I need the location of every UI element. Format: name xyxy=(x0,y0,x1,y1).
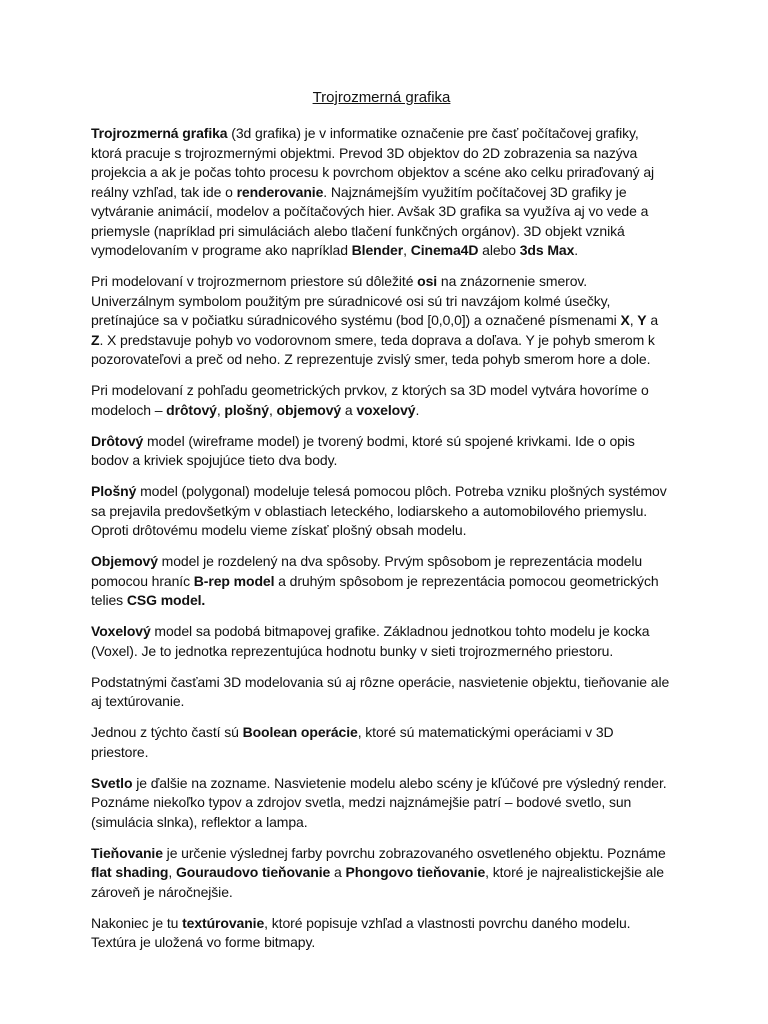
bold-term: Cinema4D xyxy=(410,242,479,258)
text-run: Nakoniec je tu xyxy=(91,914,183,931)
bold-term: renderovanie xyxy=(236,183,324,200)
text-run: , xyxy=(268,401,277,418)
bold-term: Gouraudovo tieňovanie xyxy=(175,864,331,880)
paragraph xyxy=(91,673,672,712)
text-run: Pri modelovaní z pohľadu geometrických prvkov, z ktorých sa 3D model vytvára hovoríme o modeloch – xyxy=(91,382,649,418)
text-run: alebo xyxy=(478,242,520,258)
bold-term: Plošný xyxy=(91,483,137,499)
bold-term: Trojrozmerná grafika xyxy=(91,125,228,141)
text-run: je určenie výslednej farby povrchu zobrazovaného osvetleného objektu. Poznáme xyxy=(162,844,666,861)
text-run: , ktoré sú matematickými operáciami v 3D priestore. xyxy=(91,724,614,760)
text-run: . Najznámejším využitím počítačovej 3D grafiky je vytváranie animácií, modelov a počítačových hier. Avšak 3D grafika sa využíva aj vo vede a priemysle (napríklad pri simuláciách alebo tlačení funkčných orgánov). 3D objekt vzniká vymodelovaním v programe ako napríklad xyxy=(91,183,649,258)
text-run: a xyxy=(330,864,346,880)
text-run: Jednou z týchto častí sú xyxy=(91,724,243,740)
text-run: model je rozdelený na dva spôsoby. Prvým spôsobom je reprezentácia modelu pomocou hraníc xyxy=(91,553,643,589)
text-run: , ktoré popisuje vzhľad a vlastnosti povrchu daného modelu. Textúra je uložená vo forme bitmapy. xyxy=(91,914,631,950)
bold-term: Voxelový xyxy=(91,623,151,639)
paragraph xyxy=(91,844,672,903)
bold-term: Phongovo tieňovanie xyxy=(345,864,486,880)
bold-term: Objemový xyxy=(91,553,158,569)
text-run: Podstatnými časťami 3D modelovania sú aj rôzne operácie, nasvietenie objektu, tieňovanie ale aj textúrovanie. xyxy=(91,673,670,709)
text-run: . xyxy=(574,242,579,258)
bold-term: Y xyxy=(637,312,647,328)
bold-term: 3ds Max xyxy=(519,242,575,258)
bold-term: plošný xyxy=(224,401,269,418)
text-run: je ďalšie na zozname. Nasvietenie modelu alebo scény je kľúčové pre výsledný render. Poznáme niekoľko typov a zdrojov svetla, medzi najznámejšie patrí – bodové svetlo, sun (simulácia slnka), reflektor a lampa. xyxy=(91,774,667,830)
text-run: a druhým spôsobom je reprezentácia pomocou geometrických telies xyxy=(91,572,659,608)
text-run: na znázornenie smerov. Univerzálnym symbolom použitým pre súradnicové osi sú tri navzájom kolmé úsečky, pretínajúce sa v počiatku súradnicového systému (bod [0,0,0]) a označené písmenami xyxy=(91,273,621,328)
bold-term: flat shading xyxy=(91,864,169,880)
bold-term: osi xyxy=(417,273,438,289)
text-run: model sa podobá bitmapovej grafike. Základnou jednotkou tohto modelu je kocka (Voxel). Je to jednotka reprezentujúca hodnotu bunky v sieti trojrozmerného priestoru. xyxy=(91,623,650,659)
paragraph xyxy=(91,552,672,611)
text-run: , xyxy=(168,864,176,880)
bold-term: CSG model. xyxy=(126,592,206,608)
text-run: a xyxy=(646,312,659,328)
text-run: Pri modelovaní v trojrozmernom priestore sú dôležité xyxy=(91,273,418,289)
text-run: model (polygonal) modeluje telesá pomocou plôch. Potreba vzniku plošných systémov sa prejavila predovšetkým v oblastiach leteckého, lodiarskeho a automobilového priemyslu. Oproti drôtovému modelu vieme získať plošný obsah modelu. xyxy=(91,483,667,538)
paragraph xyxy=(91,482,672,541)
paragraph xyxy=(91,381,672,420)
text-run: a xyxy=(341,401,357,418)
paragraph xyxy=(91,914,672,953)
text-run: . xyxy=(415,401,420,418)
text-run: model (wireframe model) je tvorený bodmi, ktoré sú spojené krivkami. Ide o opis bodov a kriviek spojujúce tieto dva body. xyxy=(91,432,635,468)
text-run: , xyxy=(629,312,638,328)
document-body xyxy=(91,124,672,953)
page-title: Trojrozmerná grafika xyxy=(312,89,451,106)
paragraph xyxy=(91,432,672,471)
paragraph xyxy=(91,622,672,661)
text-run: , xyxy=(216,401,225,418)
bold-term: Z xyxy=(91,331,100,348)
paragraph xyxy=(91,124,672,261)
bold-term: drôtový xyxy=(166,401,217,418)
text-run: (3d grafika) je v informatike označenie pre časť počítačovej grafiky, ktorá pracuje s trojrozmernými objektmi. Prevod 3D objektov do 2D zobrazenia sa nazýva projekcia a ak je počas tohto procesu k povrchom objektov a scéne ako celku priraďovaný aj reálny vzhľad, tak ide o xyxy=(91,125,655,200)
bold-term: B-rep model xyxy=(193,572,275,589)
bold-term: Drôtový xyxy=(91,432,144,449)
paragraph xyxy=(91,272,672,370)
text-run: , xyxy=(403,242,411,258)
paragraph xyxy=(91,723,672,762)
paragraph xyxy=(91,774,672,833)
bold-term: Tieňovanie xyxy=(91,844,163,861)
bold-term: Blender xyxy=(351,242,404,258)
bold-term: X xyxy=(620,312,630,328)
bold-term: voxelový xyxy=(356,401,416,418)
bold-term: objemový xyxy=(276,401,342,418)
text-run: , ktoré je najrealistickejšie ale zároveň je náročnejšie. xyxy=(91,864,664,900)
text-run: . X predstavuje pohyb vo vodorovnom smere, teda doprava a doľava. Y je pohyb smerom k pozorovateľovi a preč od neho. Z reprezentuje zvislý smer, teda pohyb smerom hore a dole. xyxy=(91,331,655,367)
bold-term: Svetlo xyxy=(91,774,133,791)
bold-term: textúrovanie xyxy=(182,914,265,931)
bold-term: Boolean operácie xyxy=(242,724,358,740)
